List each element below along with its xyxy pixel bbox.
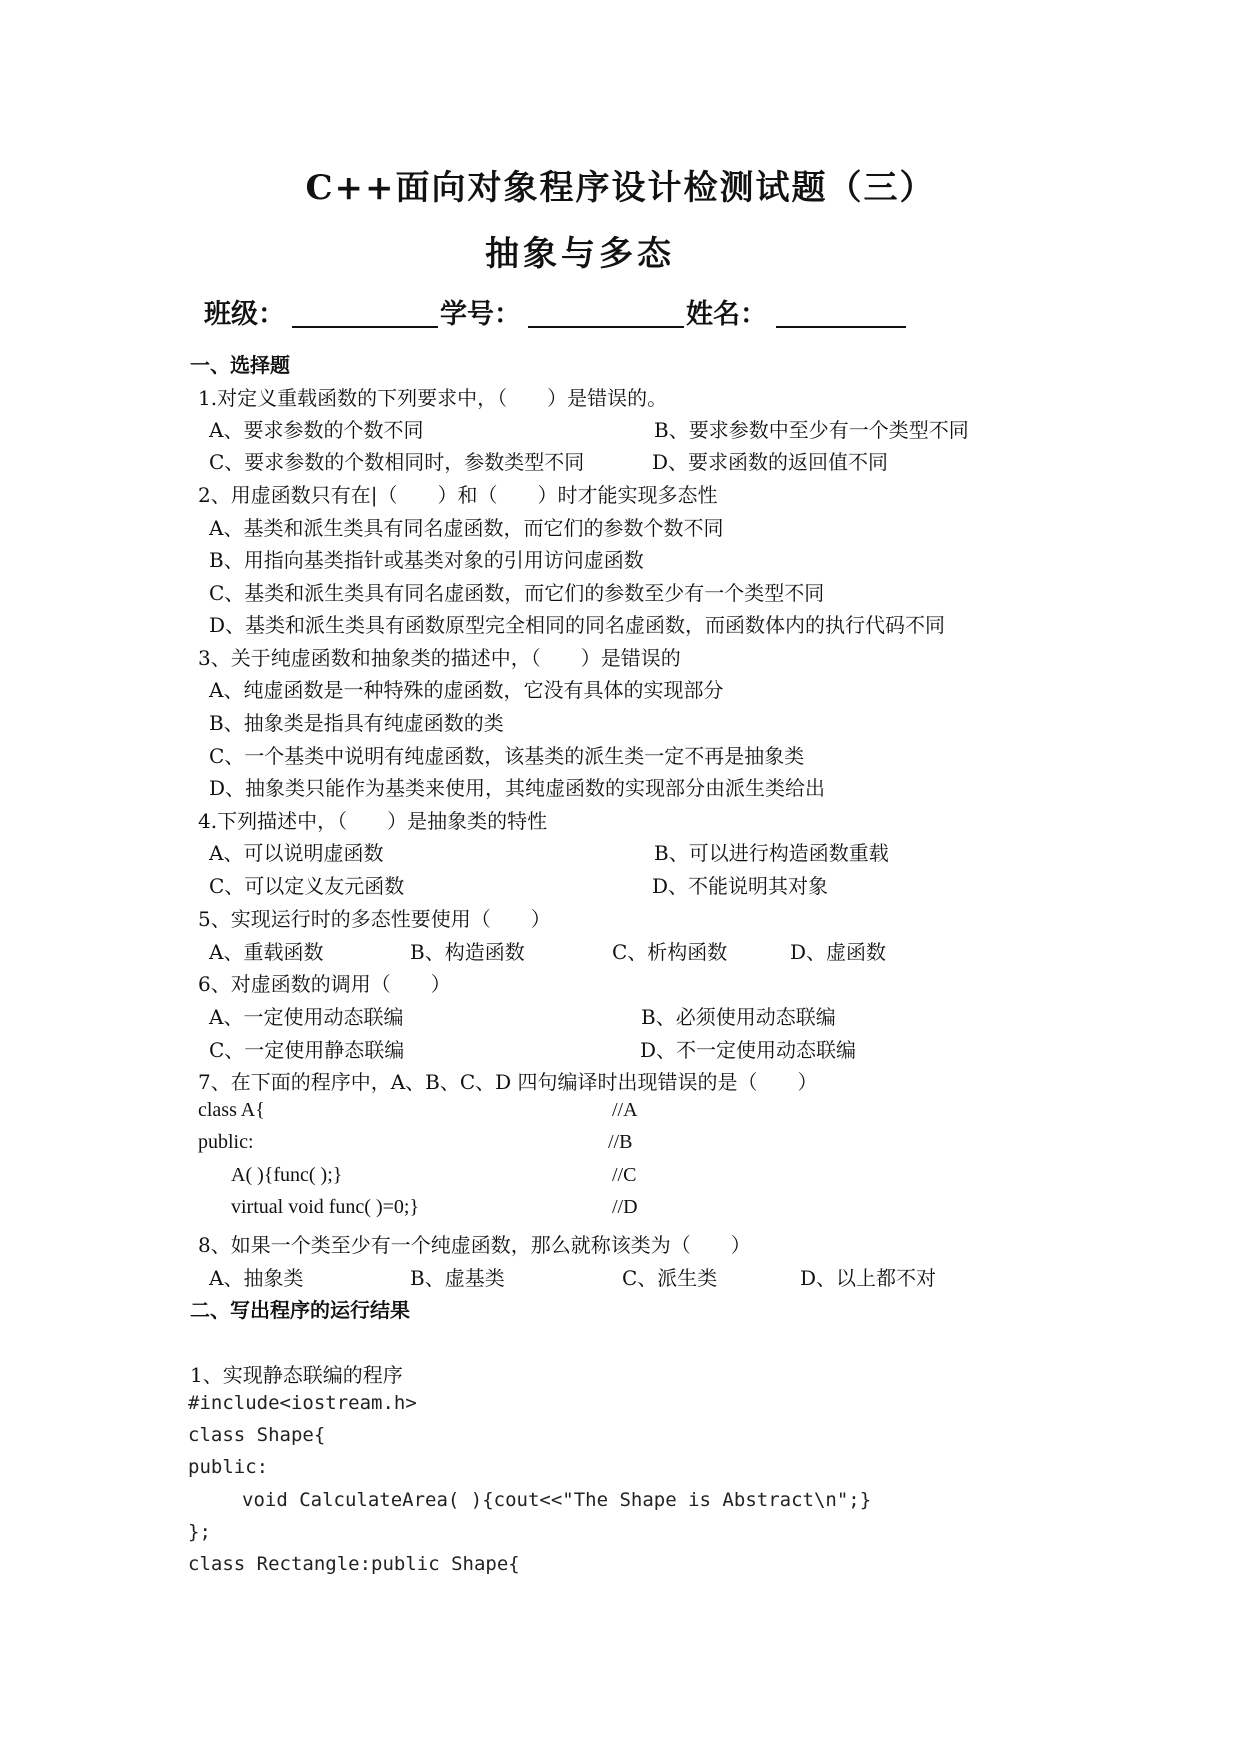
program-code-line: void CalculateArea( ){cout<<"The Shape is Abstract\n";} <box>242 1489 872 1511</box>
question-3-option-a: A、纯虚函数是一种特殊的虚函数，它没有具体的实现部分 <box>209 678 724 702</box>
question-7-stem: 7、在下面的程序中，A、B、C、D 四句编译时出现错误的是（ ） <box>198 1070 818 1094</box>
question-4-stem: 4.下列描述中，（ ）是抽象类的特性 <box>198 809 548 833</box>
question-1-option-a: A、要求参数的个数不同 <box>209 418 424 442</box>
program-code-line: }; <box>188 1521 211 1543</box>
question-8-option-b: B、虚基类 <box>410 1266 505 1290</box>
question-7-comment: //D <box>612 1196 638 1218</box>
question-6-option-d: D、不一定使用动态联编 <box>640 1038 857 1062</box>
student-id-blank[interactable] <box>528 326 684 328</box>
name-blank[interactable] <box>776 326 906 328</box>
question-7-code-line: A( ){func( );} <box>231 1164 343 1186</box>
question-5-option-a: A、重载函数 <box>209 940 324 964</box>
question-6-option-a: A、一定使用动态联编 <box>209 1005 404 1029</box>
question-4-option-d: D、不能说明其对象 <box>652 874 829 898</box>
question-2-option-b: B、用指向基类指针或基类对象的引用访问虚函数 <box>209 548 644 572</box>
section-2-heading: 二、写出程序的运行结果 <box>190 1298 410 1322</box>
question-6-option-b: B、必须使用动态联编 <box>641 1005 836 1029</box>
question-8-option-d: D、以上都不对 <box>800 1266 937 1290</box>
student-id-label: 学号： <box>440 299 521 330</box>
program-code-line: public: <box>188 1456 269 1478</box>
program-code-line: class Rectangle:public Shape{ <box>188 1553 520 1575</box>
question-3-option-c: C、一个基类中说明有纯虚函数，该基类的派生类一定不再是抽象类 <box>209 744 805 768</box>
question-7-comment: //A <box>612 1099 638 1121</box>
question-8-option-c: C、派生类 <box>622 1266 718 1290</box>
class-blank[interactable] <box>292 326 438 328</box>
program-code-line: #include<iostream.h> <box>188 1392 417 1414</box>
program-1-title: 1、实现静态联编的程序 <box>190 1363 403 1387</box>
question-7-comment: //B <box>608 1131 633 1153</box>
question-5-stem: 5、实现运行时的多态性要使用（ ） <box>198 907 551 931</box>
program-code-line: class Shape{ <box>188 1424 326 1446</box>
section-1-heading: 一、选择题 <box>190 353 290 377</box>
question-2-stem: 2、用虚函数只有在|（ ）和（ ）时才能实现多态性 <box>198 483 718 507</box>
question-7-code-line: class A{ <box>198 1099 265 1121</box>
question-4-option-b: B、可以进行构造函数重载 <box>654 841 889 865</box>
question-1-stem: 1.对定义重载函数的下列要求中，（ ）是错误的。 <box>198 386 668 410</box>
name-label: 姓名： <box>686 299 767 330</box>
question-8-stem: 8、如果一个类至少有一个纯虚函数，那么就称该类为（ ） <box>198 1233 751 1257</box>
question-2-option-c: C、基类和派生类具有同名虚函数，而它们的参数至少有一个类型不同 <box>209 581 825 605</box>
question-5-option-c: C、析构函数 <box>612 940 728 964</box>
question-2-option-a: A、基类和派生类具有同名虚函数，而它们的参数个数不同 <box>209 516 724 540</box>
question-6-stem: 6、对虚函数的调用（ ） <box>198 972 451 996</box>
page-subtitle: 抽象与多态 <box>485 234 675 274</box>
question-7-code-line: virtual void func( )=0;} <box>231 1196 420 1218</box>
question-8-option-a: A、抽象类 <box>209 1266 304 1290</box>
question-6-option-c: C、一定使用静态联编 <box>209 1038 405 1062</box>
class-label: 班级： <box>204 299 285 330</box>
question-5-option-b: B、构造函数 <box>410 940 525 964</box>
question-7-comment: //C <box>612 1164 637 1186</box>
question-3-option-b: B、抽象类是指具有纯虚函数的类 <box>209 711 504 735</box>
question-1-option-b: B、要求参数中至少有一个类型不同 <box>654 418 969 442</box>
question-1-option-d: D、要求函数的返回值不同 <box>652 450 889 474</box>
question-7-code-line: public: <box>198 1131 254 1153</box>
question-3-option-d: D、抽象类只能作为基类来使用，其纯虚函数的实现部分由派生类给出 <box>209 776 826 800</box>
page-title: C++面向对象程序设计检测试题（三） <box>305 168 936 208</box>
question-1-option-c: C、要求参数的个数相同时，参数类型不同 <box>209 450 585 474</box>
question-5-option-d: D、虚函数 <box>790 940 887 964</box>
question-3-stem: 3、关于纯虚函数和抽象类的描述中，（ ）是错误的 <box>198 646 681 670</box>
question-4-option-a: A、可以说明虚函数 <box>209 841 384 865</box>
question-4-option-c: C、可以定义友元函数 <box>209 874 405 898</box>
question-2-option-d: D、基类和派生类具有函数原型完全相同的同名虚函数，而函数体内的执行代码不同 <box>209 613 946 637</box>
